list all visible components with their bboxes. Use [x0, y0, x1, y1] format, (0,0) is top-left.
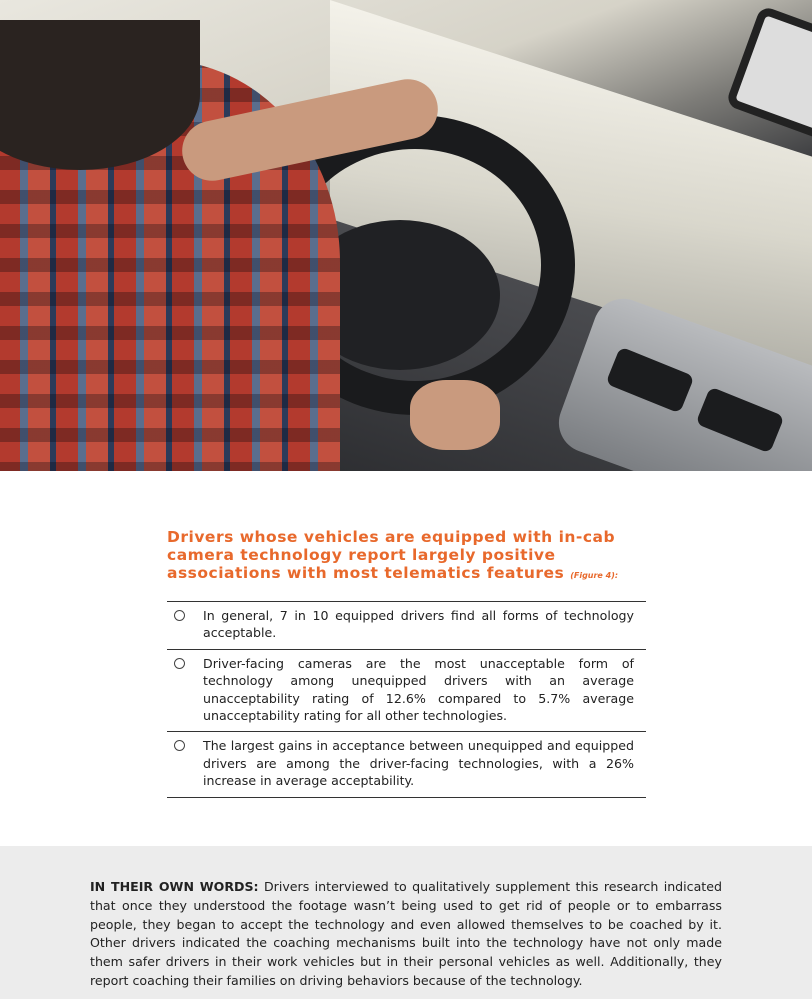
circle-bullet-icon: [174, 610, 185, 621]
circle-bullet-icon: [174, 740, 185, 751]
divider: [167, 797, 646, 798]
quote-box: [0, 846, 812, 999]
item-text: In general, 7 in 10 equipped drivers find all forms of technology acceptable.: [203, 608, 634, 641]
driver-hand: [410, 380, 500, 450]
section-heading: [167, 528, 647, 585]
list-item: [167, 731, 646, 796]
heading-text: Drivers whose vehicles are equipped with in-cab camera technology report largely positive associations with most telematics features: [167, 528, 616, 582]
quote-label: IN THEIR OWN WORDS:: [90, 879, 259, 894]
list-item: [167, 601, 646, 649]
driver-head: [0, 20, 200, 170]
rearview-mirror: [725, 5, 812, 141]
driver-photo: [0, 0, 812, 471]
item-text: Driver-facing cameras are the most unacceptable form of technology among unequipped drivers with an average unacceptability rating of 12.6% compared to 5.7% average unacceptability rating for all other technologies.: [203, 655, 634, 724]
quote-paragraph: [90, 878, 722, 991]
figure-reference: (Figure 4):: [570, 571, 619, 580]
findings-list: [167, 601, 646, 798]
list-item: [167, 649, 646, 732]
circle-bullet-icon: [174, 658, 185, 669]
quote-text: Drivers interviewed to qualitatively supplement this research indicated that once they understood the footage wasn’t being used to get rid of people or to embarrass people, they began to accept the technology and even allowed themselves to be coached by it. Other drivers indicated the coaching mechanisms built into the technology have not only made them safer drivers in their work vehicles but in their personal vehicles as well. Additionally, they report coaching their families on driving behaviors because of the technology.: [90, 879, 722, 988]
item-text: The largest gains in acceptance between unequipped and equipped drivers are among the driver-facing technologies, with a 26% increase in average acceptability.: [203, 738, 634, 789]
